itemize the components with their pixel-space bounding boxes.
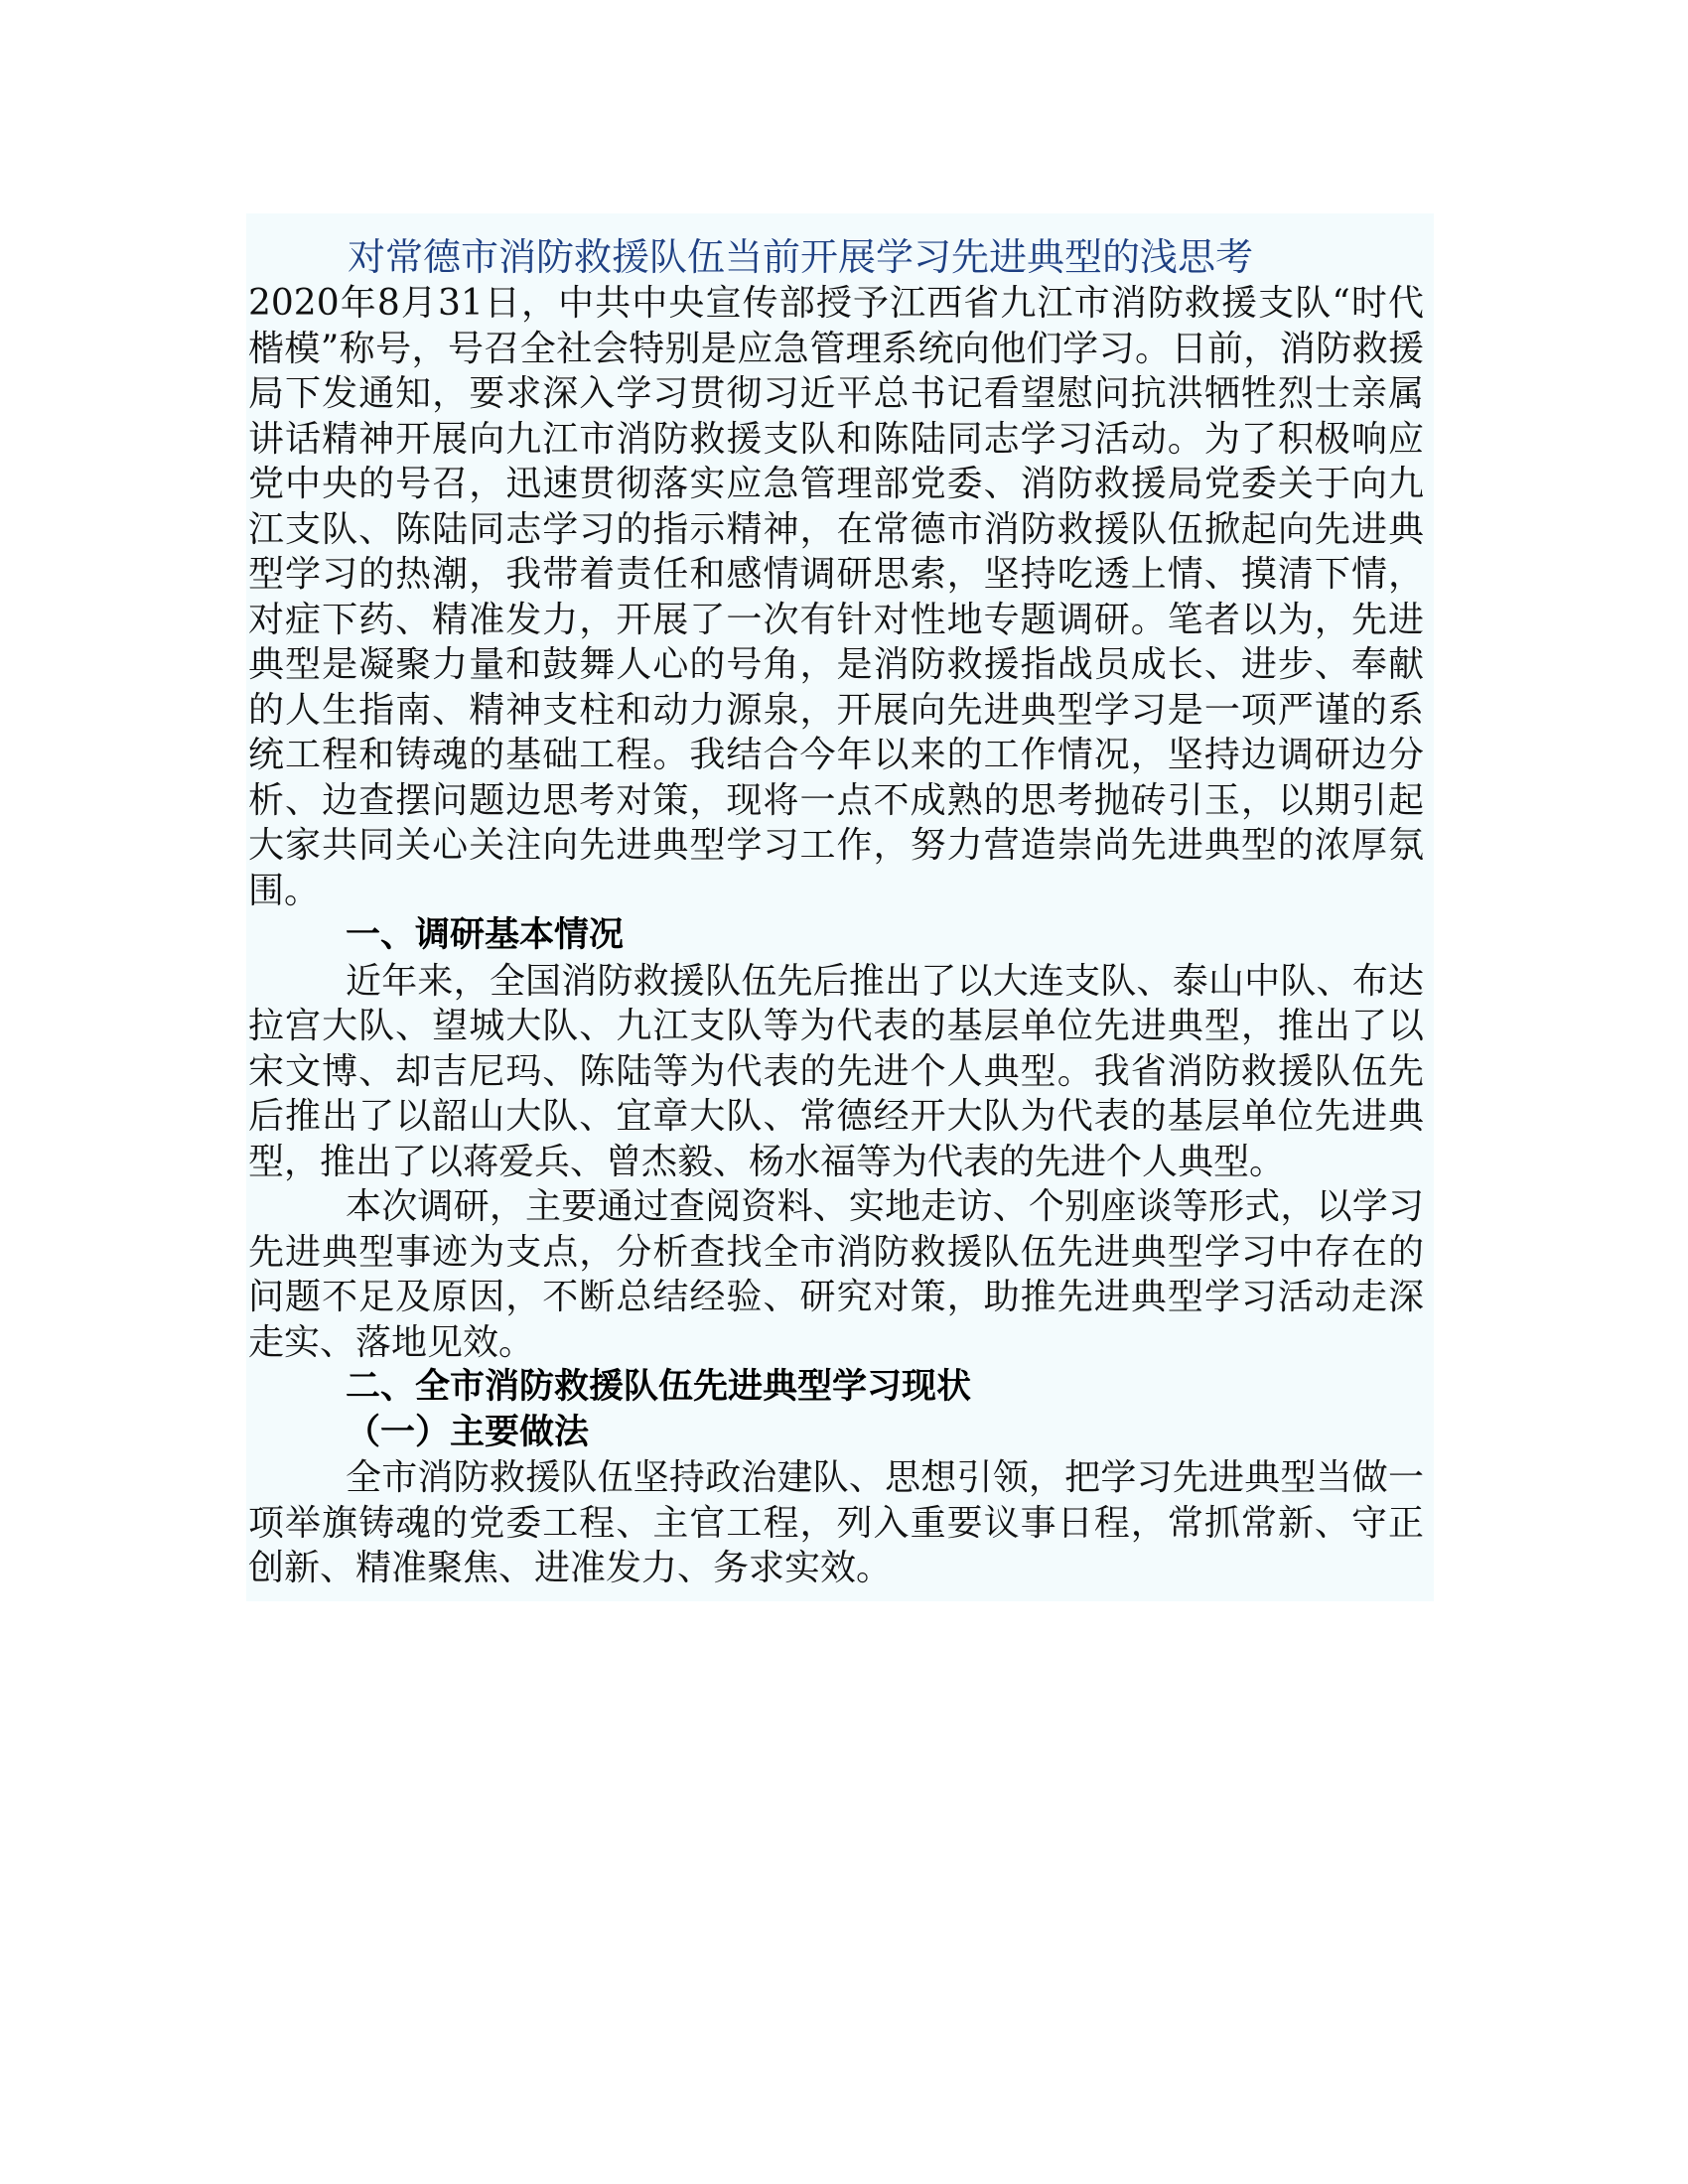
section-1-paragraph-1: 近年来，全国消防救援队伍先后推出了以大连支队、泰山中队、布达拉宫大队、望城大队、九江支队等为代表的基层单位先进典型，推出了以宋文博、却吉尼玛、陈陆等为代表的先进个人典型。我省消防救援队伍先后推出了以韶山大队、宜章大队、常德经开大队为代表的基层单位先进典型，推出了以蒋爱兵、曾杰毅、杨水福等为代表的先进个人典型。 xyxy=(248,960,1424,1182)
section-2-paragraph-1: 全市消防救援队伍坚持政治建队、思想引领，把学习先进典型当做一项举旗铸魂的党委工程、主官工程，列入重要议事日程，常抓常新、守正创新、精准聚焦、进准发力、务求实效。 xyxy=(248,1457,1424,1588)
section-1-heading: 一、调研基本情况 xyxy=(346,915,625,955)
intro-paragraph: 2020年8月31日，中共中央宣传部授予江西省九江市消防救援支队“时代楷模”称号，号召全社会特别是应急管理系统向他们学习。日前，消防救援局下发通知，要求深入学习贯彻习近平总书记看望慰问抗洪牺牲烈士亲属讲话精神开展向九江市消防救援支队和陈陆同志学习活动。为了积极响应党中央的号召，迅速贯彻落实应急管理部党委、消防救援局党委关于向九江支队、陈陆同志学习的指示精神，在常德市消防救援队伍掀起向先进典型学习的热潮，我带着责任和感情调研思索，坚持吃透上情、摸清下情，对症下药、精准发力，开展了一次有针对性地专题调研。笔者以为，先进典型是凝聚力量和鼓舞人心的号角，是消防救援指战员成长、进步、奉献的人生指南、精神支柱和动力源泉，开展向先进典型学习是一项严谨的系统工程和铸魂的基础工程。我结合今年以来的工作情况，坚持边调研边分析、边查摆问题边思考对策，现将一点不成熟的思考抛砖引玉，以期引起大家共同关心关注向先进典型学习工作，努力营造崇尚先进典型的浓厚氛围。 xyxy=(248,283,1424,911)
article-title: 对常德市消防救援队伍当前开展学习先进典型的浅思考 xyxy=(348,235,1254,279)
section-2-heading: 二、全市消防救援队伍先进典型学习现状 xyxy=(346,1367,972,1407)
section-1-paragraph-2: 本次调研，主要通过查阅资料、实地走访、个别座谈等形式，以学习先进典型事迹为支点，分析查找全市消防救援队伍先进典型学习中存在的问题不足及原因，不断总结经验、研究对策，助推先进典型学习活动走深走实、落地见效。 xyxy=(248,1186,1424,1363)
article-body xyxy=(246,213,1434,1601)
section-2-subheading-1: （一）主要做法 xyxy=(346,1412,590,1452)
